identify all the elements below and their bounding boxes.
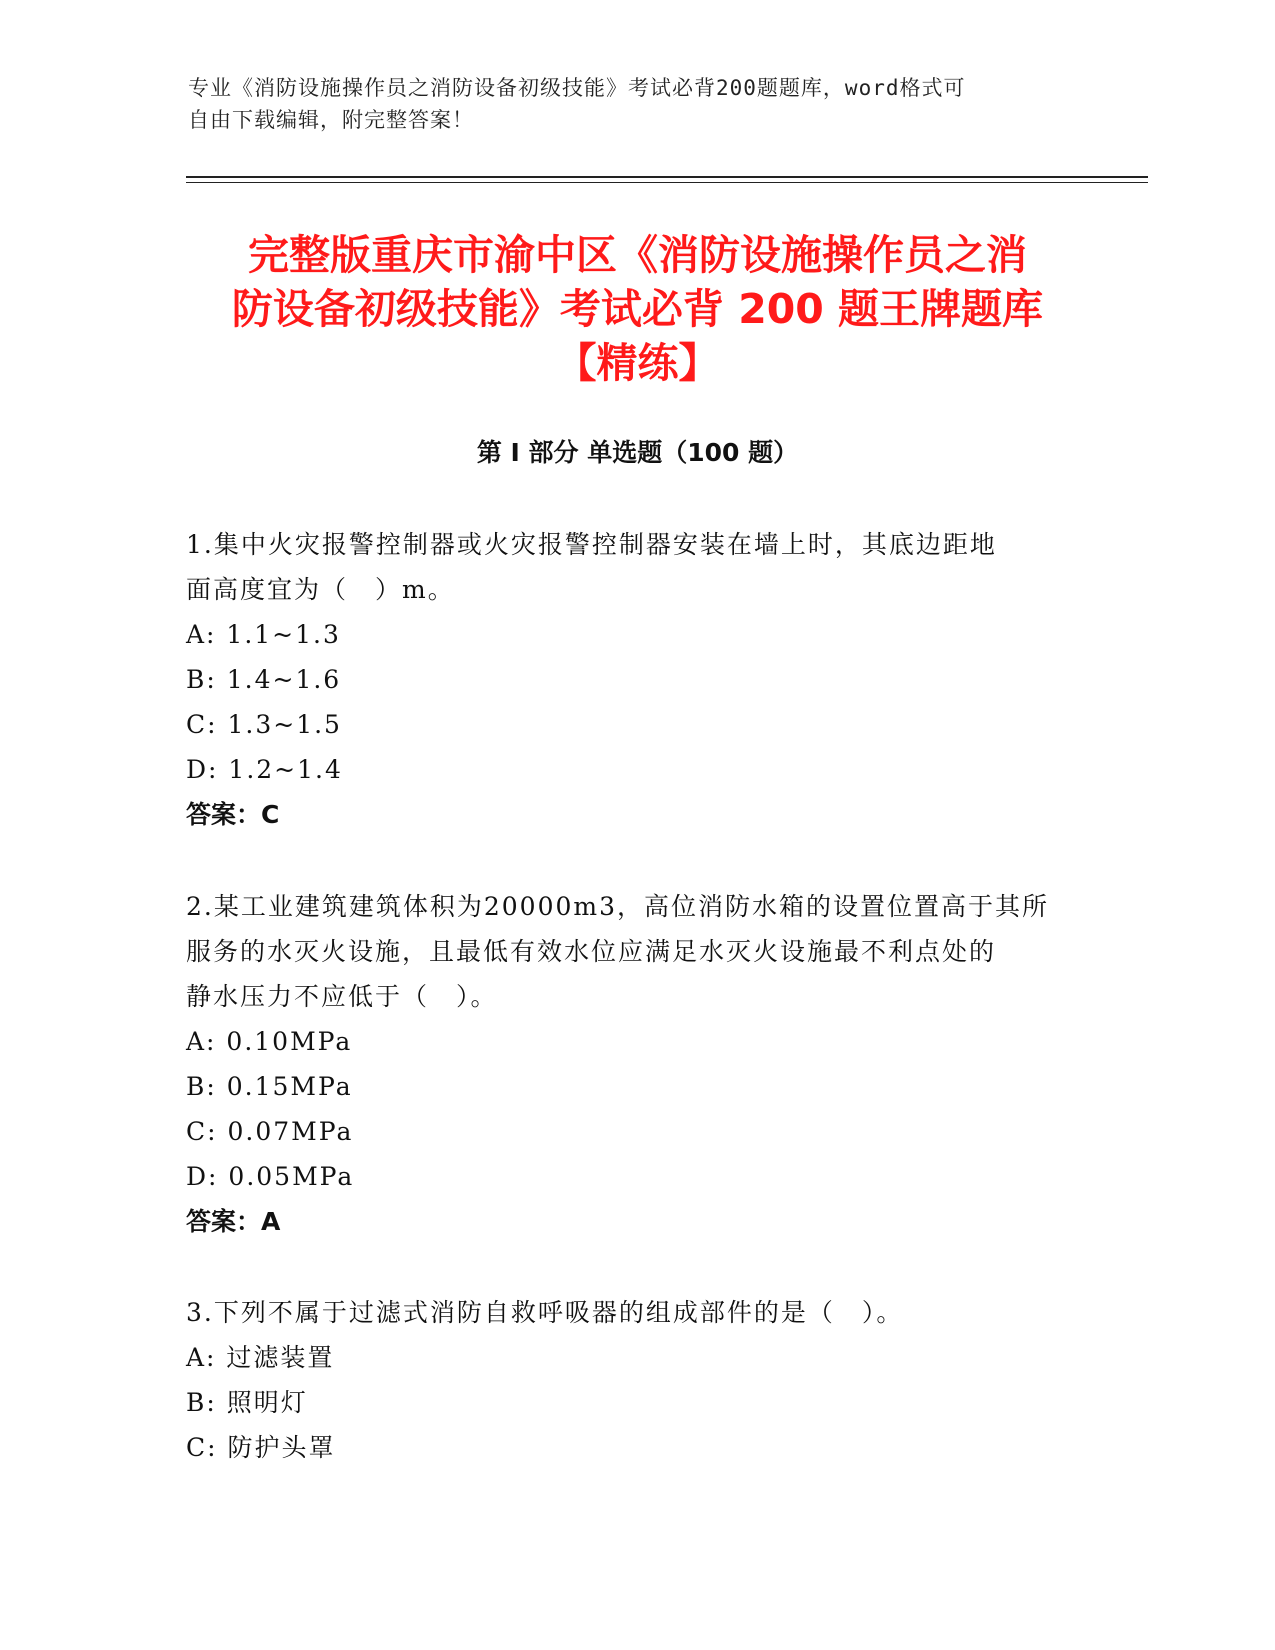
question-3 xyxy=(186,1290,1086,1470)
question-1 xyxy=(186,522,1086,837)
question-2 xyxy=(186,884,1086,1244)
option-c: C: 1.3~1.5 xyxy=(186,710,342,739)
header-note-line-2: 自由下载编辑，附完整答案！ xyxy=(188,108,474,132)
document-title xyxy=(160,228,1115,390)
answer: 答案：A xyxy=(186,1207,281,1236)
section-title: 第 I 部分 单选题（100 题） xyxy=(476,438,799,467)
header-note xyxy=(188,72,1068,136)
document-title-line-1: 完整版重庆市渝中区《消防设施操作员之消 xyxy=(248,231,1027,279)
question-stem-line: 2.某工业建筑建筑体积为20000m3，高位消防水箱的设置位置高于其所 xyxy=(186,892,1049,921)
option-b: B: 照明灯 xyxy=(186,1388,308,1417)
option-a: A: 过滤装置 xyxy=(186,1343,335,1372)
question-stem-line: 1.集中火灾报警控制器或火灾报警控制器安装在墙上时，其底边距地 xyxy=(186,530,997,559)
question-stem-line: 服务的水灭火设施，且最低有效水位应满足水灭火设施最不利点处的 xyxy=(186,937,997,966)
answer: 答案：C xyxy=(186,800,280,829)
question-stem-line: 静水压力不应低于（ ）。 xyxy=(186,982,498,1011)
header-divider-thin xyxy=(186,182,1148,183)
document-title-line-2: 防设备初级技能》考试必背 200 题王牌题库 xyxy=(231,285,1044,333)
header-divider-thick xyxy=(186,176,1148,178)
option-b: B: 1.4~1.6 xyxy=(186,665,342,694)
question-stem-line: 3.下列不属于过滤式消防自救呼吸器的组成部件的是（ ）。 xyxy=(186,1298,904,1327)
option-a: A: 1.1~1.3 xyxy=(186,620,341,649)
question-stem-line: 面高度宜为（ ）m。 xyxy=(186,575,455,604)
option-c: C: 防护头罩 xyxy=(186,1433,336,1462)
header-note-line-1: 专业《消防设施操作员之消防设备初级技能》考试必背200题题库，word格式可 xyxy=(188,76,966,100)
option-a: A: 0.10MPa xyxy=(186,1027,353,1056)
document-title-line-3: 【精练】 xyxy=(555,339,720,387)
option-d: D: 1.2~1.4 xyxy=(186,755,343,784)
option-c: C: 0.07MPa xyxy=(186,1117,354,1146)
option-d: D: 0.05MPa xyxy=(186,1162,355,1191)
option-b: B: 0.15MPa xyxy=(186,1072,353,1101)
